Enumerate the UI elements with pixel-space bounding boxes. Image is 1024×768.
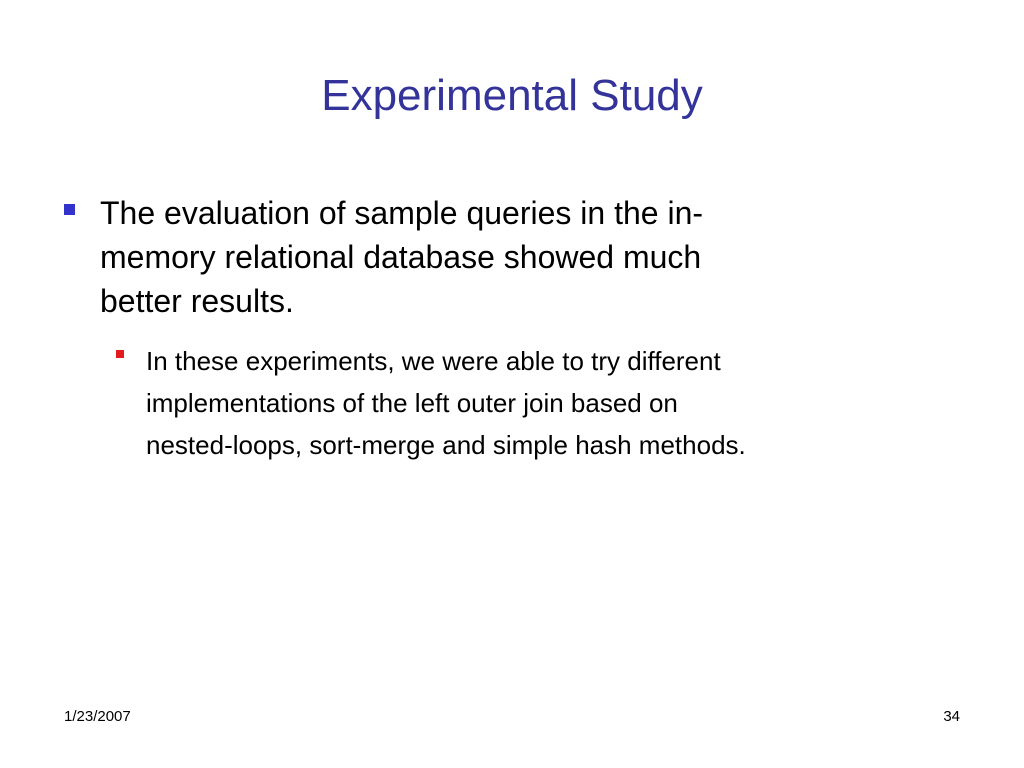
bullet-level1-line: The evaluation of sample queries in the in- [100, 195, 704, 231]
bullet-level2-line: nested-loops, sort-merge and simple hash methods. [146, 430, 746, 460]
bullet-level1 [64, 191, 864, 323]
bullet-level1-line: better results. [100, 283, 294, 319]
bullet-level2-line: implementations of the left outer join based on [146, 388, 678, 418]
footer-page-number: 34 [943, 708, 960, 725]
bullet-level1-line: memory relational database showed much [100, 239, 702, 275]
footer-date: 1/23/2007 [64, 708, 131, 725]
bullet-level1-text [100, 191, 864, 323]
square-bullet-icon [64, 204, 75, 215]
bullet-level2 [116, 340, 976, 466]
square-bullet-icon [116, 350, 124, 358]
bullet-level2-text [146, 340, 976, 466]
slide-title: Experimental Study [321, 71, 703, 120]
bullet-level2-line: In these experiments, we were able to try different [146, 346, 721, 376]
